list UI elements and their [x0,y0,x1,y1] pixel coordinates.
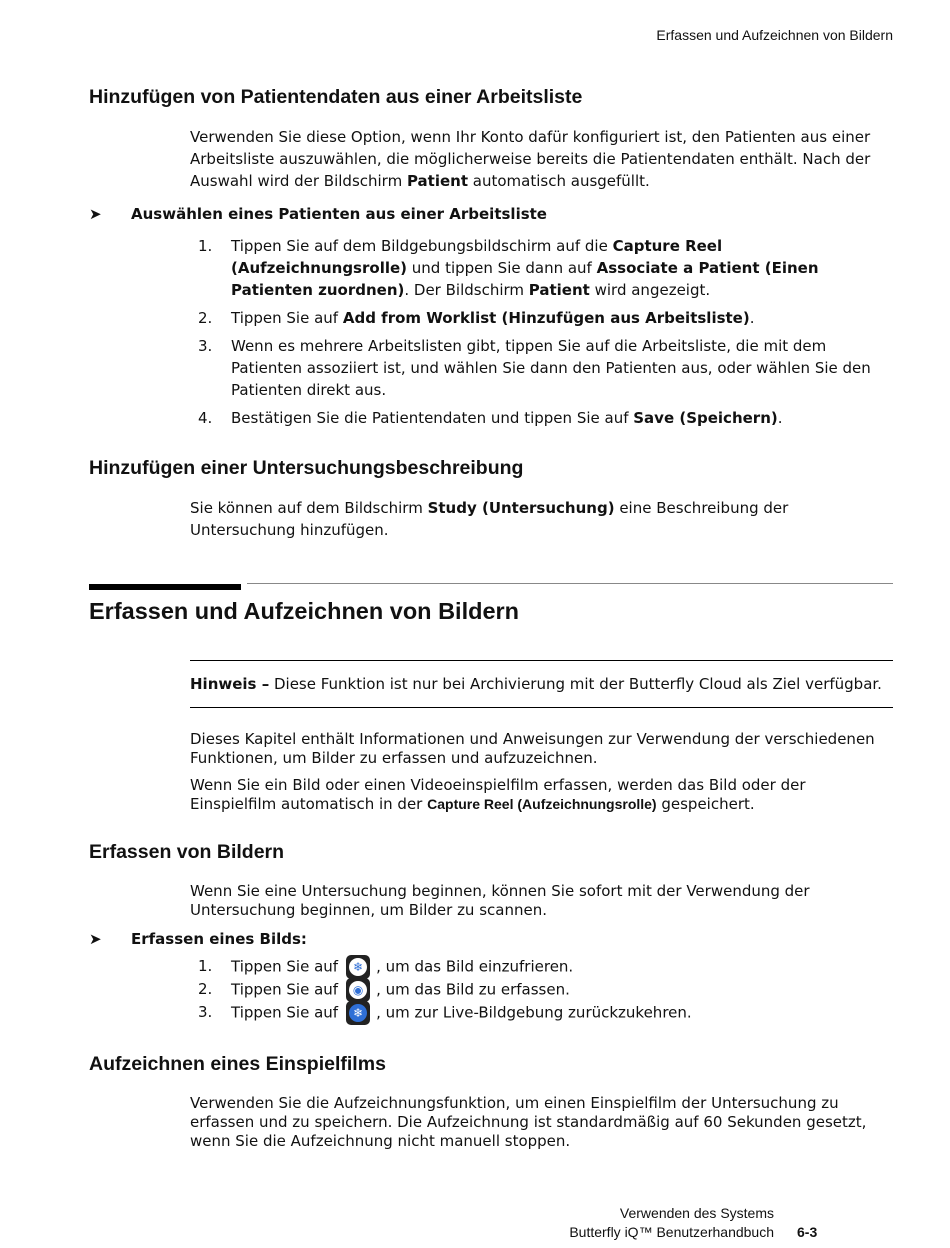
text: . Der Bildschirm [404,281,529,299]
study-description-paragraph [190,497,895,541]
text: . [749,309,755,327]
text: Tippen Sie auf dem Bildgebungsbildschirm auf die [231,237,613,255]
snowflake-freeze-icon [346,955,370,979]
section-heading-record-clip: Aufzeichnen eines Einspielfilms [89,1053,386,1075]
capture-steps [198,955,898,1024]
procedure-title-capture [89,928,307,950]
glyph: ❄ [349,958,367,976]
camera-capture-icon [346,978,370,1002]
procedure-title-text: Erfassen eines Bilds: [131,930,307,948]
chapter-rule-thick [89,584,241,590]
page-number: 6-3 [797,1224,818,1240]
chapter-heading: Erfassen und Aufzeichnen von Bildern [89,598,520,624]
text: Wenn Sie ein Bild oder einen Videoeinspielfilm erfassen, werden das Bild oder der Einspielfilm automatisch in der [190,776,806,813]
snowflake-live-icon [346,1001,370,1025]
record-clip-paragraph: Verwenden Sie die Aufzeichnungsfunktion, um einen Einspielfilm der Untersuchung zu erfassen und zu speichern. Die Aufzeichnung ist standardmäßig auf 60 Sekunden gesetzt, wenn Sie die Aufzeichnung nicht manuell stoppen. [190,1094,867,1150]
capture-reel-paragraph [190,776,895,814]
bold-term: Add from Worklist (Hinzufügen aus Arbeitsliste) [342,309,750,327]
text: . [777,409,783,427]
running-header: Erfassen und Aufzeichnen von Bildern [656,27,893,43]
text: Sie können auf dem Bildschirm [190,499,428,517]
bold-term: Capture Reel (Aufzeichnungsrolle) [231,237,723,277]
footer-section-title: Verwenden des Systems [619,1205,774,1221]
step-number: 4. [198,409,213,427]
bold-term: Patient [406,172,469,190]
note-label: Hinweis – [190,675,270,693]
list-item [198,335,898,401]
bold-term: Patient [528,281,590,299]
step-number: 2. [198,980,213,998]
text: , um das Bild zu erfassen. [376,980,570,999]
step-number: 1. [198,957,213,975]
text: Tippen Sie auf [231,980,339,999]
section-heading-capture-images: Erfassen von Bildern [89,841,285,863]
note-text: Diese Funktion ist nur bei Archivierung mit der Butterfly Cloud als Ziel verfügbar. [269,675,882,693]
list-item [198,307,898,329]
procedure-title-worklist [89,203,547,225]
text: und tippen Sie dann auf [407,259,597,277]
list-item [198,1001,898,1024]
procedure-arrow-icon: ➤ [89,930,102,948]
glyph: ❄ [349,1004,367,1022]
text: , um das Bild einzufrieren. [376,957,574,976]
capture-images-paragraph: Wenn Sie eine Untersuchung beginnen, können Sie sofort mit der Verwendung der Untersuchung beginnen, um Bilder zu scannen. [190,882,810,919]
procedure-title-text: Auswählen eines Patienten aus einer Arbeitsliste [131,205,547,223]
chapter-rule-thin [247,583,893,584]
bold-term: Capture Reel (Aufzeichnungsrolle) [427,796,657,812]
step-number: 3. [198,1003,213,1021]
bold-term: Study (Untersuchung) [427,499,615,517]
text: gespeichert. [656,795,755,813]
worklist-steps [198,235,898,429]
list-item [198,235,898,301]
note-rule-top [190,660,893,661]
section-heading-study-description: Hinzufügen einer Untersuchungsbeschreibung [89,457,524,479]
text: , um zur Live-Bildgebung zurückzukehren. [376,1003,692,1022]
footer-manual-title: Butterfly iQ™ Benutzerhandbuch [569,1224,774,1240]
step-number: 3. [198,337,213,355]
glyph: ◉ [349,981,367,999]
text: Wenn es mehrere Arbeitslisten gibt, tippen Sie auf die Arbeitsliste, die mit dem Patienten assoziiert ist, und wählen Sie dann den Patienten aus, oder wählen Sie den Patienten direkt aus. [231,337,871,399]
text: Tippen Sie auf [231,309,343,327]
step-number: 1. [198,237,213,255]
procedure-arrow-icon: ➤ [89,205,102,223]
text: wird angezeigt. [589,281,711,299]
text: Bestätigen Sie die Patientendaten und tippen Sie auf [231,409,634,427]
text: eine Beschreibung der Untersuchung hinzufügen. [190,499,789,539]
worklist-intro-paragraph [190,126,895,192]
section-heading-worklist: Hinzufügen von Patientendaten aus einer Arbeitsliste [89,86,583,108]
text: Tippen Sie auf [231,957,339,976]
step-number: 2. [198,309,213,327]
text: Verwenden Sie diese Option, wenn Ihr Konto dafür konfiguriert ist, den Patienten aus einer Arbeitsliste auszuwählen, die möglicherweise bereits die Patientendaten enthält. Nach der Auswahl wird der Bildschirm [190,128,871,190]
note-rule-bottom [190,707,893,708]
chapter-intro-paragraph: Dieses Kapitel enthält Informationen und Anweisungen zur Verwendung der verschiedenen Funktionen, um Bilder zu erfassen und aufzuzeichnen. [190,730,875,767]
text: automatisch ausgefüllt. [468,172,650,190]
text: Tippen Sie auf [231,1003,339,1022]
list-item [198,978,898,1001]
list-item [198,407,898,429]
note-box [190,673,895,695]
bold-term: Associate a Patient (Einen Patienten zuordnen) [231,259,819,299]
bold-term: Save (Speichern) [633,409,778,427]
list-item [198,955,898,978]
